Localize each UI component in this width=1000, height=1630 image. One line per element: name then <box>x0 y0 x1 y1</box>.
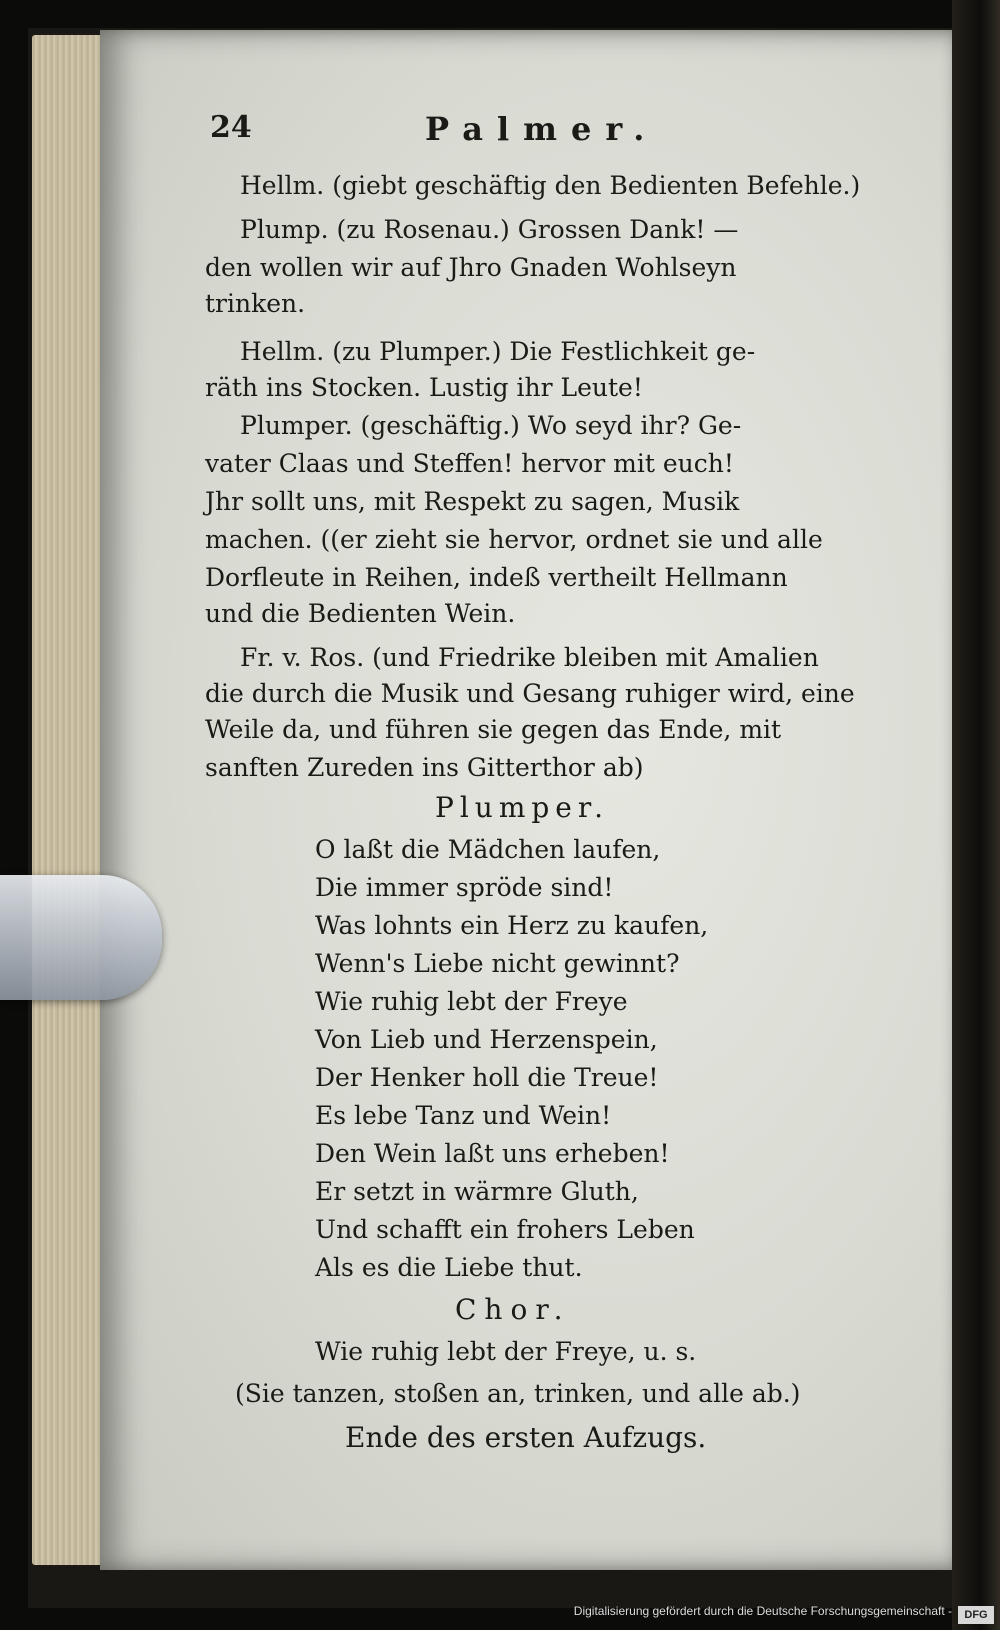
verse-line: Als es die Liebe thut. <box>315 1253 583 1282</box>
verse-line: Was lohnts ein Herz zu kaufen, <box>315 911 709 940</box>
text-line: Dorfleute in Reihen, indeß vertheilt Hellmann <box>205 563 788 592</box>
scanner-thumb-holder <box>0 875 162 1000</box>
song-speaker: Plumper. <box>435 791 610 824</box>
verse-line: Und schafft ein frohers Leben <box>315 1215 695 1244</box>
running-head: Palmer. <box>425 110 659 148</box>
right-page-edge <box>952 0 1000 1630</box>
text-line: Fr. v. Ros. (und Friedrike bleiben mit Amalien <box>240 643 819 672</box>
verse-line: Wie ruhig lebt der Freye <box>315 987 628 1016</box>
chorus-speaker: Chor. <box>455 1293 571 1326</box>
text-line: den wollen wir auf Jhro Gnaden Wohlseyn <box>205 253 737 282</box>
text-line: Plump. (zu Rosenau.) Grossen Dank! — <box>240 215 739 244</box>
footer-credit: Digitalisierung gefördert durch die Deutsche Forschungsgemeinschaft - <box>573 1604 952 1618</box>
verse-line: Wenn's Liebe nicht gewinnt? <box>315 949 680 978</box>
verse-line: Er setzt in wärmre Gluth, <box>315 1177 639 1206</box>
act-end: Ende des ersten Aufzugs. <box>345 1421 707 1454</box>
dfg-logo: DFG <box>958 1606 994 1624</box>
chorus-line: Wie ruhig lebt der Freye, u. s. <box>315 1337 697 1366</box>
text-line: und die Bedienten Wein. <box>205 599 516 628</box>
verse-line: Den Wein laßt uns erheben! <box>315 1139 670 1168</box>
text-line: vater Claas und Steffen! hervor mit euch! <box>205 449 734 478</box>
verse-line: O laßt die Mädchen laufen, <box>315 835 661 864</box>
verse-line: Die immer spröde sind! <box>315 873 614 902</box>
text-line: trinken. <box>205 289 306 318</box>
page-header <box>210 110 850 154</box>
text-line: machen. ((er zieht sie hervor, ordnet sie und alle <box>205 525 823 554</box>
text-line: Weile da, und führen sie gegen das Ende, mit <box>205 715 782 744</box>
page-number: 24 <box>210 110 252 145</box>
text-line: Jhr sollt uns, mit Respekt zu sagen, Musik <box>205 487 740 516</box>
text-line: räth ins Stocken. Lustig ihr Leute! <box>205 373 643 402</box>
text-line: Plumper. (geschäftig.) Wo seyd ihr? Ge- <box>240 411 742 440</box>
verse-line: Von Lieb und Herzenspein, <box>315 1025 658 1054</box>
verse-line: Es lebe Tanz und Wein! <box>315 1101 612 1130</box>
stage-direction: (Sie tanzen, stoßen an, trinken, und alle ab.) <box>235 1379 801 1408</box>
verse-line: Der Henker holl die Treue! <box>315 1063 659 1092</box>
text-line: sanften Zureden ins Gitterthor ab) <box>205 753 644 782</box>
text-line: Hellm. (zu Plumper.) Die Festlichkeit ge- <box>240 337 756 366</box>
text-line: Hellm. (giebt geschäftig den Bedienten Befehle.) <box>240 171 861 200</box>
text-line: die durch die Musik und Gesang ruhiger wird, eine <box>205 679 855 708</box>
